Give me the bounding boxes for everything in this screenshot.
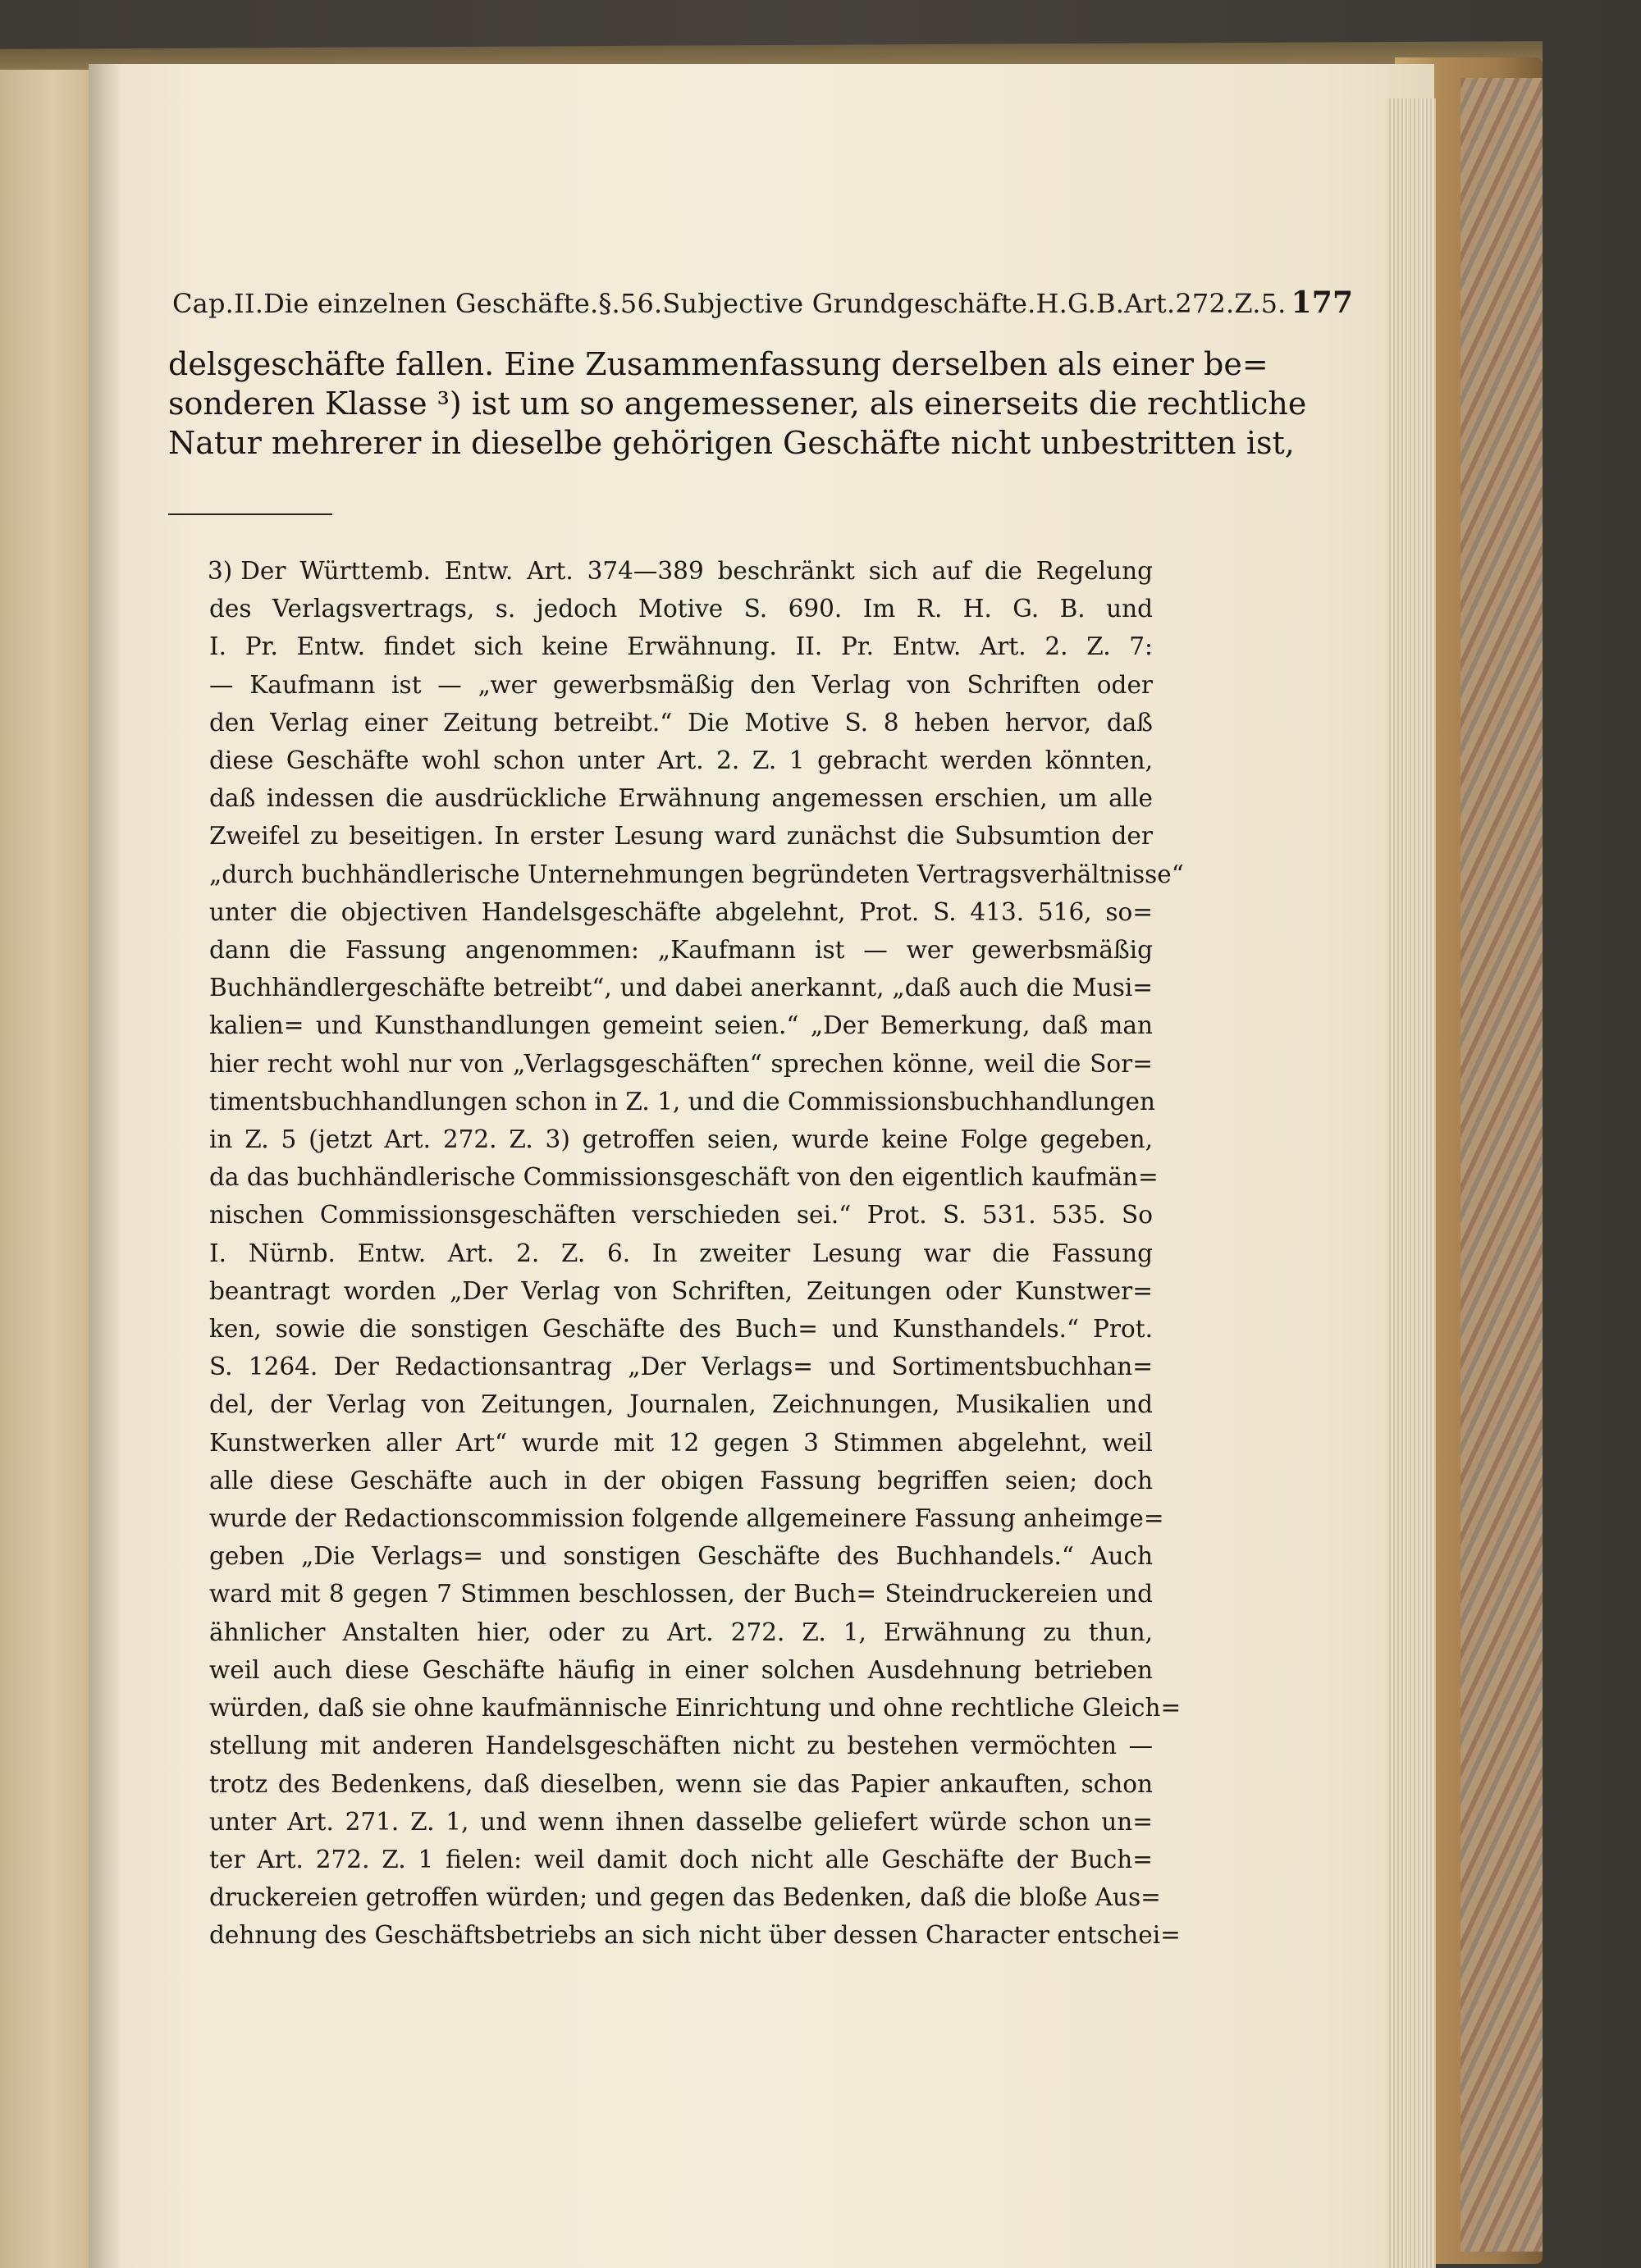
footnote-line: unter die objectiven Handelsgeschäfte abgelehnt, Prot. S. 413. 516, so= <box>209 897 1153 926</box>
page-stack-edge <box>1387 98 1436 2268</box>
footnote-line: ken, sowie die sonstigen Geschäfte des Buch= und Kunsthandels.“ Prot. <box>209 1315 1153 1344</box>
footnote-line: dann die Fassung angenommen: „Kaufmann ist — wer gewerbsmäßig <box>209 936 1153 965</box>
footnote-number: 3) <box>208 557 233 585</box>
footnote-line: den Verlag einer Zeitung betreibt.“ Die Motive S. 8 heben hervor, daß <box>209 708 1153 737</box>
footnote-line: des Verlagsvertrags, s. jedoch Motive S. 690. Im R. H. G. B. und <box>209 595 1153 623</box>
main-text <box>168 345 1307 463</box>
running-head-text: Cap.II.Die einzelnen Geschäfte.§.56.Subjective Grundgeschäfte.H.G.B.Art.272.Z.5. <box>172 288 1287 319</box>
marbled-endpaper <box>1460 78 1543 2252</box>
footnote-line: trotz des Bedenkens, daß dieselben, wenn sie das Papier ankauften, schon <box>209 1769 1153 1798</box>
footnote-line: del, der Verlag von Zeitungen, Journalen, Zeichnungen, Musikalien und <box>209 1390 1153 1419</box>
footnote-line: daß indessen die ausdrückliche Erwähnung angemessen erschien, um alle <box>209 784 1153 813</box>
footnote-body <box>209 590 1184 1954</box>
facing-page-edge <box>0 70 90 2268</box>
body-line: sonderen Klasse ³) ist um so angemessener, als einerseits die rechtliche <box>168 386 1307 422</box>
footnote-line: ward mit 8 gegen 7 Stimmen beschlossen, der Buch= Steindruckereien und <box>209 1580 1153 1609</box>
footnote-line: nischen Commissionsgeschäften verschieden sei.“ Prot. S. 531. 535. So <box>209 1201 1153 1230</box>
footnote-line: Buchhändlergeschäfte betreibt“, und dabei anerkannt, „daß auch die Musi= <box>209 974 1153 1002</box>
footnote-line: timentsbuchhandlungen schon in Z. 1, und die Commissionsbuchhandlungen <box>209 1087 1155 1116</box>
footnote-line: in Z. 5 (jetzt Art. 272. Z. 3) getroffen seien, wurde keine Folge gegeben, <box>209 1125 1153 1154</box>
footnote-line: alle diese Geschäfte auch in der obigen Fassung begriffen seien; doch <box>209 1466 1153 1495</box>
footnote-line: S. 1264. Der Redactionsantrag „Der Verlags= und Sortimentsbuchhan= <box>209 1353 1153 1381</box>
footnote-line: kalien= und Kunsthandlungen gemeint seien.“ „Der Bemerkung, daß man <box>209 1011 1153 1040</box>
footnote-line: hier recht wohl nur von „Verlagsgeschäften“ sprechen könne, weil die Sor= <box>209 1049 1153 1078</box>
footnote-line: I. Pr. Entw. findet sich keine Erwähnung. II. Pr. Entw. Art. 2. Z. 7: <box>209 632 1153 661</box>
body-line: delsgeschäfte fallen. Eine Zusammenfassung derselben als einer be= <box>168 346 1268 382</box>
footnote-line: „durch buchhändlerische Unternehmungen begründeten Vertragsverhältnisse“ <box>209 860 1184 888</box>
footnote-line: beantragt worden „Der Verlag von Schriften, Zeitungen oder Kunstwer= <box>209 1276 1153 1305</box>
footnote-line: geben „Die Verlags= und sonstigen Geschäfte des Buchhandels.“ Auch <box>209 1542 1153 1571</box>
footnote-line: wurde der Redactionscommission folgende allgemeinere Fassung anheimge= <box>209 1504 1164 1533</box>
gutter-shadow <box>89 64 121 2268</box>
footnote-line: unter Art. 271. Z. 1, und wenn ihnen dasselbe geliefert würde schon un= <box>209 1807 1153 1836</box>
footnote-line: Zweifel zu beseitigen. In erster Lesung ward zunächst die Subsumtion der <box>209 822 1153 851</box>
footnote-line: ähnlicher Anstalten hier, oder zu Art. 272. Z. 1, Erwähnung zu thun, <box>209 1618 1153 1646</box>
footnote-line <box>208 552 1153 590</box>
footnote-line: I. Nürnb. Entw. Art. 2. Z. 6. In zweiter Lesung war die Fassung <box>209 1239 1153 1267</box>
body-line: Natur mehrerer in dieselbe gehörigen Geschäfte nicht unbestritten ist, <box>168 425 1295 461</box>
footnote-line: — Kaufmann ist — „wer gewerbsmäßig den Verlag von Schriften oder <box>209 670 1153 699</box>
page-number: 177 <box>1291 285 1354 320</box>
footnote-line: Kunstwerken aller Art“ wurde mit 12 gegen 3 Stimmen abgelehnt, weil <box>209 1428 1153 1457</box>
footnote-line-text: Der Württemb. Entw. Art. 374—389 beschränkt sich auf die Regelung <box>240 557 1153 585</box>
footnote-line: druckereien getroffen würden; und gegen das Bedenken, daß die bloße Aus= <box>209 1883 1161 1912</box>
running-header <box>172 285 1354 322</box>
footnote-line: diese Geschäfte wohl schon unter Art. 2. Z. 1 gebracht werden könnten, <box>209 746 1153 775</box>
footnote-line: würden, daß sie ohne kaufmännische Einrichtung und ohne rechtliche Gleich= <box>209 1694 1182 1723</box>
footnote-rule <box>168 513 332 515</box>
footnote-line: stellung mit anderen Handelsgeschäften nicht zu bestehen vermöchten — <box>209 1732 1153 1760</box>
footnote-line: weil auch diese Geschäfte häufig in einer solchen Ausdehnung betrieben <box>209 1655 1153 1684</box>
footnote-line: dehnung des Geschäftsbetriebs an sich nicht über dessen Character entschei= <box>209 1921 1181 1950</box>
footnote <box>208 552 1184 1955</box>
footnote-line: ter Art. 272. Z. 1 fielen: weil damit doch nicht alle Geschäfte der Buch= <box>209 1845 1153 1873</box>
footnote-line: da das buchhändlerische Commissionsgeschäft von den eigentlich kaufmän= <box>209 1163 1159 1192</box>
